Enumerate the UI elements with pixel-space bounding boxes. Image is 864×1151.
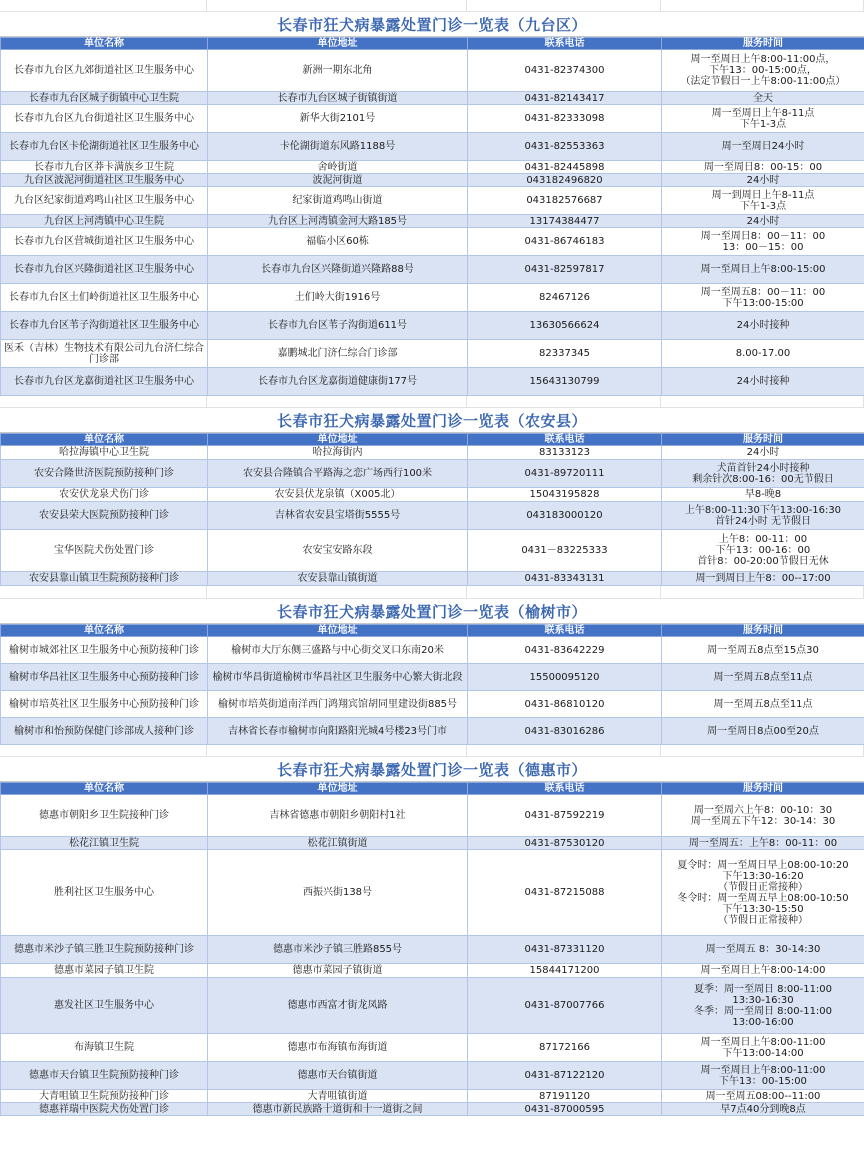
- phone-cell: 0431-87122120: [468, 1062, 662, 1090]
- address-cell: 松花江镇街道: [208, 837, 468, 850]
- unit-name-cell: 长春市九台区龙嘉街道社区卫生服务中心: [1, 368, 208, 396]
- blank-row: [0, 0, 864, 12]
- blank-row: [0, 586, 864, 599]
- unit-name-cell: 长春市九台区苇子沟街道社区卫生服务中心: [1, 312, 208, 340]
- unit-name-cell: 九台区上河湾镇中心卫生院: [1, 215, 208, 228]
- phone-cell: 0431-82333098: [468, 105, 662, 133]
- column-header: 联系电话: [468, 434, 662, 446]
- table-row: [1, 572, 864, 586]
- service-time-cell: 周一至周五：上午8：00-11：00: [662, 837, 864, 850]
- unit-name-cell: 胜利社区卫生服务中心: [1, 850, 208, 936]
- phone-cell: 0431-87000595: [468, 1103, 662, 1116]
- unit-name-cell: 榆树市和怡预防保健门诊部成人接种门诊: [1, 718, 208, 745]
- unit-name-cell: 德惠市菜园子镇卫生院: [1, 964, 208, 978]
- phone-cell: 0431-82597817: [468, 256, 662, 284]
- phone-cell: 0431-87007766: [468, 978, 662, 1034]
- address-cell: 长春市九台区苇子沟街道611号: [208, 312, 468, 340]
- service-time-cell: 早7点40分到晚8点: [662, 1103, 864, 1116]
- phone-cell: 15500095120: [468, 664, 662, 691]
- column-header: 服务时间: [662, 625, 864, 637]
- unit-name-cell: 大青咀镇卫生院预防接种门诊: [1, 1090, 208, 1103]
- table-row: [1, 228, 864, 256]
- service-time-cell: 周一至周五08:00--11:00: [662, 1090, 864, 1103]
- service-time-cell: 周一至周日8：00-15：00: [662, 161, 864, 174]
- district-section: [0, 599, 864, 745]
- phone-cell: 0431-82553363: [468, 133, 662, 161]
- header-row: [1, 38, 864, 50]
- clinic-table: [0, 624, 864, 745]
- address-cell: 长春市九台区龙嘉街道健康街177号: [208, 368, 468, 396]
- address-cell: 榆树市培英街道南洋西门鸿翔宾馆胡同里建设街885号: [208, 691, 468, 718]
- unit-name-cell: 长春市九台区卡伦湖街道社区卫生服务中心: [1, 133, 208, 161]
- table-row: [1, 664, 864, 691]
- address-cell: 福临小区60栋: [208, 228, 468, 256]
- address-cell: 吉林省农安县宝塔街5555号: [208, 502, 468, 530]
- column-header: 单位地址: [208, 434, 468, 446]
- clinic-table: [0, 782, 864, 1116]
- unit-name-cell: 九台区波泥河街道社区卫生服务中心: [1, 174, 208, 187]
- address-cell: 德惠市米沙子镇三胜路855号: [208, 936, 468, 964]
- column-header: 联系电话: [468, 625, 662, 637]
- address-cell: 土们岭大街1916号: [208, 284, 468, 312]
- header-row: [1, 625, 864, 637]
- table-row: [1, 1103, 864, 1116]
- section-title: 长春市狂犬病暴露处置门诊一览表（九台区）: [0, 12, 864, 37]
- address-cell: 农安县靠山镇街道: [208, 572, 468, 586]
- address-cell: 吉林省长春市榆树市向阳路阳光城4号楼23号门市: [208, 718, 468, 745]
- table-row: [1, 936, 864, 964]
- table-row: [1, 978, 864, 1034]
- phone-cell: 043183000120: [468, 502, 662, 530]
- service-time-cell: 周一到周日上午8：00--17:00: [662, 572, 864, 586]
- table-row: [1, 312, 864, 340]
- clinic-table: [0, 433, 864, 586]
- column-header: 单位地址: [208, 783, 468, 795]
- table-row: [1, 964, 864, 978]
- unit-name-cell: 松花江镇卫生院: [1, 837, 208, 850]
- district-section: [0, 757, 864, 1116]
- table-row: [1, 718, 864, 745]
- unit-name-cell: 榆树市华昌社区卫生服务中心预防接种门诊: [1, 664, 208, 691]
- table-row: [1, 530, 864, 572]
- service-time-cell: 周一到周日上午8-11点 下午1-3点: [662, 187, 864, 215]
- column-header: 单位地址: [208, 38, 468, 50]
- phone-cell: 0431-82445898: [468, 161, 662, 174]
- table-row: [1, 284, 864, 312]
- table-row: [1, 1034, 864, 1062]
- header-row: [1, 434, 864, 446]
- service-time-cell: 周一至周五8点至11点: [662, 691, 864, 718]
- unit-name-cell: 德惠市天台镇卫生院预防接种门诊: [1, 1062, 208, 1090]
- phone-cell: 0431-82374300: [468, 50, 662, 92]
- service-time-cell: 上午8:00-11:30下午13:00-16:30 首针24小时 无节假日: [662, 502, 864, 530]
- unit-name-cell: 宝华医院犬伤处置门诊: [1, 530, 208, 572]
- phone-cell: 0431-83642229: [468, 637, 662, 664]
- table-row: [1, 133, 864, 161]
- unit-name-cell: 长春市九台区土们岭街道社区卫生服务中心: [1, 284, 208, 312]
- unit-name-cell: 医禾（吉林）生物技术有限公司九台济仁综合门诊部: [1, 340, 208, 368]
- table-row: [1, 1062, 864, 1090]
- phone-cell: 0431-87215088: [468, 850, 662, 936]
- unit-name-cell: 长春市九台区九郊街道社区卫生服务中心: [1, 50, 208, 92]
- service-time-cell: 周一至周日8：00－11：00 13：00－15：00: [662, 228, 864, 256]
- service-time-cell: 周一至周日上午8:00-11:00点， 下午13：00-15:00点， （法定节假日一上午8:00-11:00点）: [662, 50, 864, 92]
- phone-cell: 83133123: [468, 446, 662, 460]
- unit-name-cell: 农安合隆世济医院预防接种门诊: [1, 460, 208, 488]
- phone-cell: 0431-82143417: [468, 92, 662, 105]
- table-row: [1, 368, 864, 396]
- phone-cell: 0431-89720111: [468, 460, 662, 488]
- address-cell: 吉林省德惠市朝阳乡朝阳村1社: [208, 795, 468, 837]
- service-time-cell: 周一至周五8点至15点30: [662, 637, 864, 664]
- table-row: [1, 92, 864, 105]
- address-cell: 卡伦湖街道东风路1188号: [208, 133, 468, 161]
- phone-cell: 0431-83343131: [468, 572, 662, 586]
- phone-cell: 82467126: [468, 284, 662, 312]
- phone-cell: 13174384477: [468, 215, 662, 228]
- clinic-table: [0, 37, 864, 396]
- phone-cell: 0431-87331120: [468, 936, 662, 964]
- service-time-cell: 上午8：00-11：00 下午13：00-16：00 首针8：00-20:00节假日无休: [662, 530, 864, 572]
- unit-name-cell: 农安县靠山镇卫生院预防接种门诊: [1, 572, 208, 586]
- address-cell: 德惠市西富才街龙凤路: [208, 978, 468, 1034]
- address-cell: 纪家街道鸡鸣山街道: [208, 187, 468, 215]
- address-cell: 新洲一期东北角: [208, 50, 468, 92]
- unit-name-cell: 德惠祥瑞中医院犬伤处置门诊: [1, 1103, 208, 1116]
- column-header: 服务时间: [662, 38, 864, 50]
- table-row: [1, 1090, 864, 1103]
- phone-cell: 87172166: [468, 1034, 662, 1062]
- service-time-cell: 周一至周五 8：30-14:30: [662, 936, 864, 964]
- phone-cell: 0431-87592219: [468, 795, 662, 837]
- blank-row: [0, 396, 864, 408]
- phone-cell: 13630566624: [468, 312, 662, 340]
- table-row: [1, 446, 864, 460]
- table-row: [1, 340, 864, 368]
- table-row: [1, 187, 864, 215]
- address-cell: 哈拉海街内: [208, 446, 468, 460]
- address-cell: 西振兴街138号: [208, 850, 468, 936]
- table-row: [1, 105, 864, 133]
- service-time-cell: 周一至周六上午8：00-10：30 周一至周五下午12：30-14：30: [662, 795, 864, 837]
- table-row: [1, 502, 864, 530]
- phone-cell: 043182576687: [468, 187, 662, 215]
- service-time-cell: 犬苗首针24小时接种 剩余针次8:00-16：00无节假日: [662, 460, 864, 488]
- address-cell: 长春市九台区兴隆街道兴隆路88号: [208, 256, 468, 284]
- table-row: [1, 850, 864, 936]
- phone-cell: 15043195828: [468, 488, 662, 502]
- header-row: [1, 783, 864, 795]
- unit-name-cell: 长春市九台区兴隆街道社区卫生服务中心: [1, 256, 208, 284]
- address-cell: 新华大街2101号: [208, 105, 468, 133]
- unit-name-cell: 长春市九台区营城街道社区卫生服务中心: [1, 228, 208, 256]
- phone-cell: 87191120: [468, 1090, 662, 1103]
- phone-cell: 0431－83225333: [468, 530, 662, 572]
- unit-name-cell: 德惠市米沙子镇三胜卫生院预防接种门诊: [1, 936, 208, 964]
- table-row: [1, 174, 864, 187]
- unit-name-cell: 榆树市培英社区卫生服务中心预防接种门诊: [1, 691, 208, 718]
- service-time-cell: 24小时接种: [662, 312, 864, 340]
- service-time-cell: 8.00-17.00: [662, 340, 864, 368]
- phone-cell: 0431-86810120: [468, 691, 662, 718]
- address-cell: 榆树市大厅东侧三盛路与中心街交叉口东南20米: [208, 637, 468, 664]
- table-row: [1, 460, 864, 488]
- unit-name-cell: 布海镇卫生院: [1, 1034, 208, 1062]
- service-time-cell: 周一至周日上午8:00-11:00 下午13：00-15:00: [662, 1062, 864, 1090]
- address-cell: 农安县伏龙泉镇（X005北）: [208, 488, 468, 502]
- unit-name-cell: 榆树市城郊社区卫生服务中心预防接种门诊: [1, 637, 208, 664]
- service-time-cell: 24小时: [662, 215, 864, 228]
- phone-cell: 043182496820: [468, 174, 662, 187]
- address-cell: 德惠市菜园子镇街道: [208, 964, 468, 978]
- service-time-cell: 周一至周日上午8:00-11:00 下午13:00-14:00: [662, 1034, 864, 1062]
- unit-name-cell: 德惠市朝阳乡卫生院接种门诊: [1, 795, 208, 837]
- service-time-cell: 24小时: [662, 174, 864, 187]
- address-cell: 德惠市布海镇布海街道: [208, 1034, 468, 1062]
- column-header: 服务时间: [662, 434, 864, 446]
- phone-cell: 15643130799: [468, 368, 662, 396]
- address-cell: 大青咀镇街道: [208, 1090, 468, 1103]
- service-time-cell: 24小时接种: [662, 368, 864, 396]
- table-row: [1, 215, 864, 228]
- blank-row: [0, 745, 864, 757]
- service-time-cell: 夏季：周一至周日 8:00-11:00 13:30-16:30 冬季：周一至周日 8:00-11:00 13:00-16:00: [662, 978, 864, 1034]
- service-time-cell: 全天: [662, 92, 864, 105]
- unit-name-cell: 九台区纪家街道鸡鸣山社区卫生服务中心: [1, 187, 208, 215]
- unit-name-cell: 长春市九台区莽卡满族乡卫生院: [1, 161, 208, 174]
- column-header: 单位地址: [208, 625, 468, 637]
- column-header: 单位名称: [1, 434, 208, 446]
- column-header: 服务时间: [662, 783, 864, 795]
- phone-cell: 0431-86746183: [468, 228, 662, 256]
- service-time-cell: 周一至周日上午8-11点 下午1-3点: [662, 105, 864, 133]
- address-cell: 农安宝安路东段: [208, 530, 468, 572]
- table-row: [1, 50, 864, 92]
- unit-name-cell: 农安伏龙泉犬伤门诊: [1, 488, 208, 502]
- address-cell: 嘉鹏城北门济仁综合门诊部: [208, 340, 468, 368]
- service-time-cell: 周一至周日上午8:00-14:00: [662, 964, 864, 978]
- table-row: [1, 691, 864, 718]
- address-cell: 波泥河街道: [208, 174, 468, 187]
- phone-cell: 15844171200: [468, 964, 662, 978]
- service-time-cell: 夏令时：周一至周日早上08:00-10:20 下午13:30-16:20 （节假日正常接种） 冬令时：周一至周五早上08:00-10:50 下午13:30-15:50 （节假日正常接种）: [662, 850, 864, 936]
- column-header: 单位名称: [1, 783, 208, 795]
- section-title: 长春市狂犬病暴露处置门诊一览表（农安县）: [0, 408, 864, 433]
- table-row: [1, 256, 864, 284]
- table-row: [1, 488, 864, 502]
- address-cell: 舍岭街道: [208, 161, 468, 174]
- service-time-cell: 周一至周日上午8:00-15:00: [662, 256, 864, 284]
- district-section: [0, 12, 864, 396]
- section-title: 长春市狂犬病暴露处置门诊一览表（榆树市）: [0, 599, 864, 624]
- table-row: [1, 795, 864, 837]
- sections-container: [0, 12, 864, 1116]
- table-row: [1, 837, 864, 850]
- unit-name-cell: 农安县荣大医院预防接种门诊: [1, 502, 208, 530]
- service-time-cell: 周一至周五8点至11点: [662, 664, 864, 691]
- table-row: [1, 637, 864, 664]
- address-cell: 德惠市新民族路十道街和十一道街之间: [208, 1103, 468, 1116]
- service-time-cell: 24小时: [662, 446, 864, 460]
- phone-cell: 82337345: [468, 340, 662, 368]
- address-cell: 长春市九台区城子街镇街道: [208, 92, 468, 105]
- phone-cell: 0431-83016286: [468, 718, 662, 745]
- address-cell: 德惠市天台镇街道: [208, 1062, 468, 1090]
- column-header: 单位名称: [1, 38, 208, 50]
- unit-name-cell: 长春市九台区九台街道社区卫生服务中心: [1, 105, 208, 133]
- unit-name-cell: 哈拉海镇中心卫生院: [1, 446, 208, 460]
- service-time-cell: 周一至周日8点00至20点: [662, 718, 864, 745]
- unit-name-cell: 长春市九台区城子街镇中心卫生院: [1, 92, 208, 105]
- column-header: 联系电话: [468, 38, 662, 50]
- service-time-cell: 周一至周日24小时: [662, 133, 864, 161]
- column-header: 单位名称: [1, 625, 208, 637]
- column-header: 联系电话: [468, 783, 662, 795]
- section-title: 长春市狂犬病暴露处置门诊一览表（德惠市）: [0, 757, 864, 782]
- table-row: [1, 161, 864, 174]
- service-time-cell: 早8-晚8: [662, 488, 864, 502]
- district-section: [0, 408, 864, 586]
- phone-cell: 0431-87530120: [468, 837, 662, 850]
- address-cell: 农安县合隆镇合平路海之恋广场西行100米: [208, 460, 468, 488]
- unit-name-cell: 惠发社区卫生服务中心: [1, 978, 208, 1034]
- address-cell: 九台区上河湾镇金河大路185号: [208, 215, 468, 228]
- service-time-cell: 周一至周五8：00－11：00 下午13:00-15:00: [662, 284, 864, 312]
- address-cell: 榆树市华昌街道榆树市华昌社区卫生服务中心繁大街北段: [208, 664, 468, 691]
